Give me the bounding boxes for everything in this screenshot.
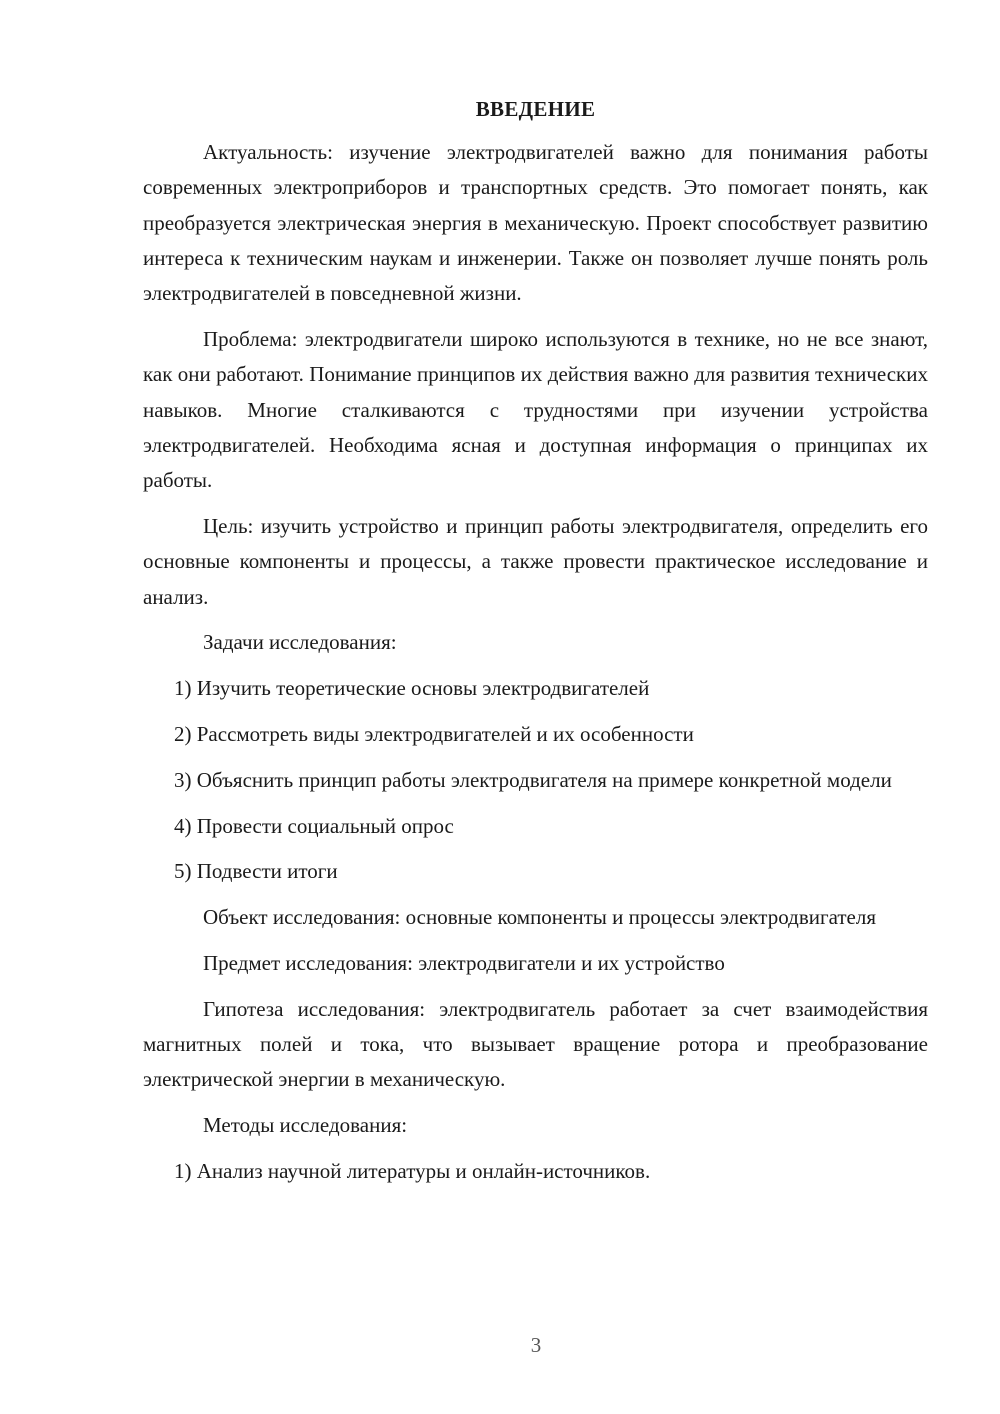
object-paragraph: Объект исследования: основные компоненты и процессы электродвигателя xyxy=(203,905,877,930)
task-item: 5) Подвести итоги xyxy=(174,859,338,884)
method-item: 1) Анализ научной литературы и онлайн-источников. xyxy=(174,1158,651,1183)
page-number: 3 xyxy=(530,1333,542,1357)
subject-paragraph: Предмет исследования: электродвигатели и их устройство xyxy=(203,950,725,975)
document-page xyxy=(143,92,928,1200)
methods-heading: Методы исследования: xyxy=(203,1113,408,1138)
task-item: 2) Рассмотреть виды электродвигателей и их особенности xyxy=(174,721,694,746)
relevance-paragraph: Актуальность: изучение электродвигателей важно для понимания работы современных электроприборов и транспортных средств. Это помогает понять, как преобразуется электрическая энергия в механическую. Проект способствует развитию интереса к техническим наукам и инженерии. Также он позволяет лучше понять роль электродвигателей в повседневной жизни. xyxy=(143,140,928,306)
section-title: ВВЕДЕНИЕ xyxy=(475,97,596,121)
hypothesis-paragraph: Гипотеза исследования: электродвигатель работает за счет взаимодействия магнитных полей и тока, что вызывает вращение ротора и преобразование электрической энергии в механическую. xyxy=(143,996,928,1092)
task-item: 4) Провести социальный опрос xyxy=(174,813,454,838)
task-item: 3) Объяснить принцип работы электродвигателя на примере конкретной модели xyxy=(174,767,892,792)
tasks-heading: Задачи исследования: xyxy=(203,630,397,655)
task-item: 1) Изучить теоретические основы электродвигателей xyxy=(174,676,650,701)
goal-paragraph: Цель: изучить устройство и принцип работы электродвигателя, определить его основные компоненты и процессы, а также провести практическое исследование и анализ. xyxy=(143,513,928,609)
problem-paragraph: Проблема: электродвигатели широко используются в технике, но не все знают, как они работают. Понимание принципов их действия важно для развития технических навыков. Многие сталкиваются с трудностями при изучении устройства электродвигателей. Необходима ясная и доступная информация о принципах их работы. xyxy=(143,326,928,493)
